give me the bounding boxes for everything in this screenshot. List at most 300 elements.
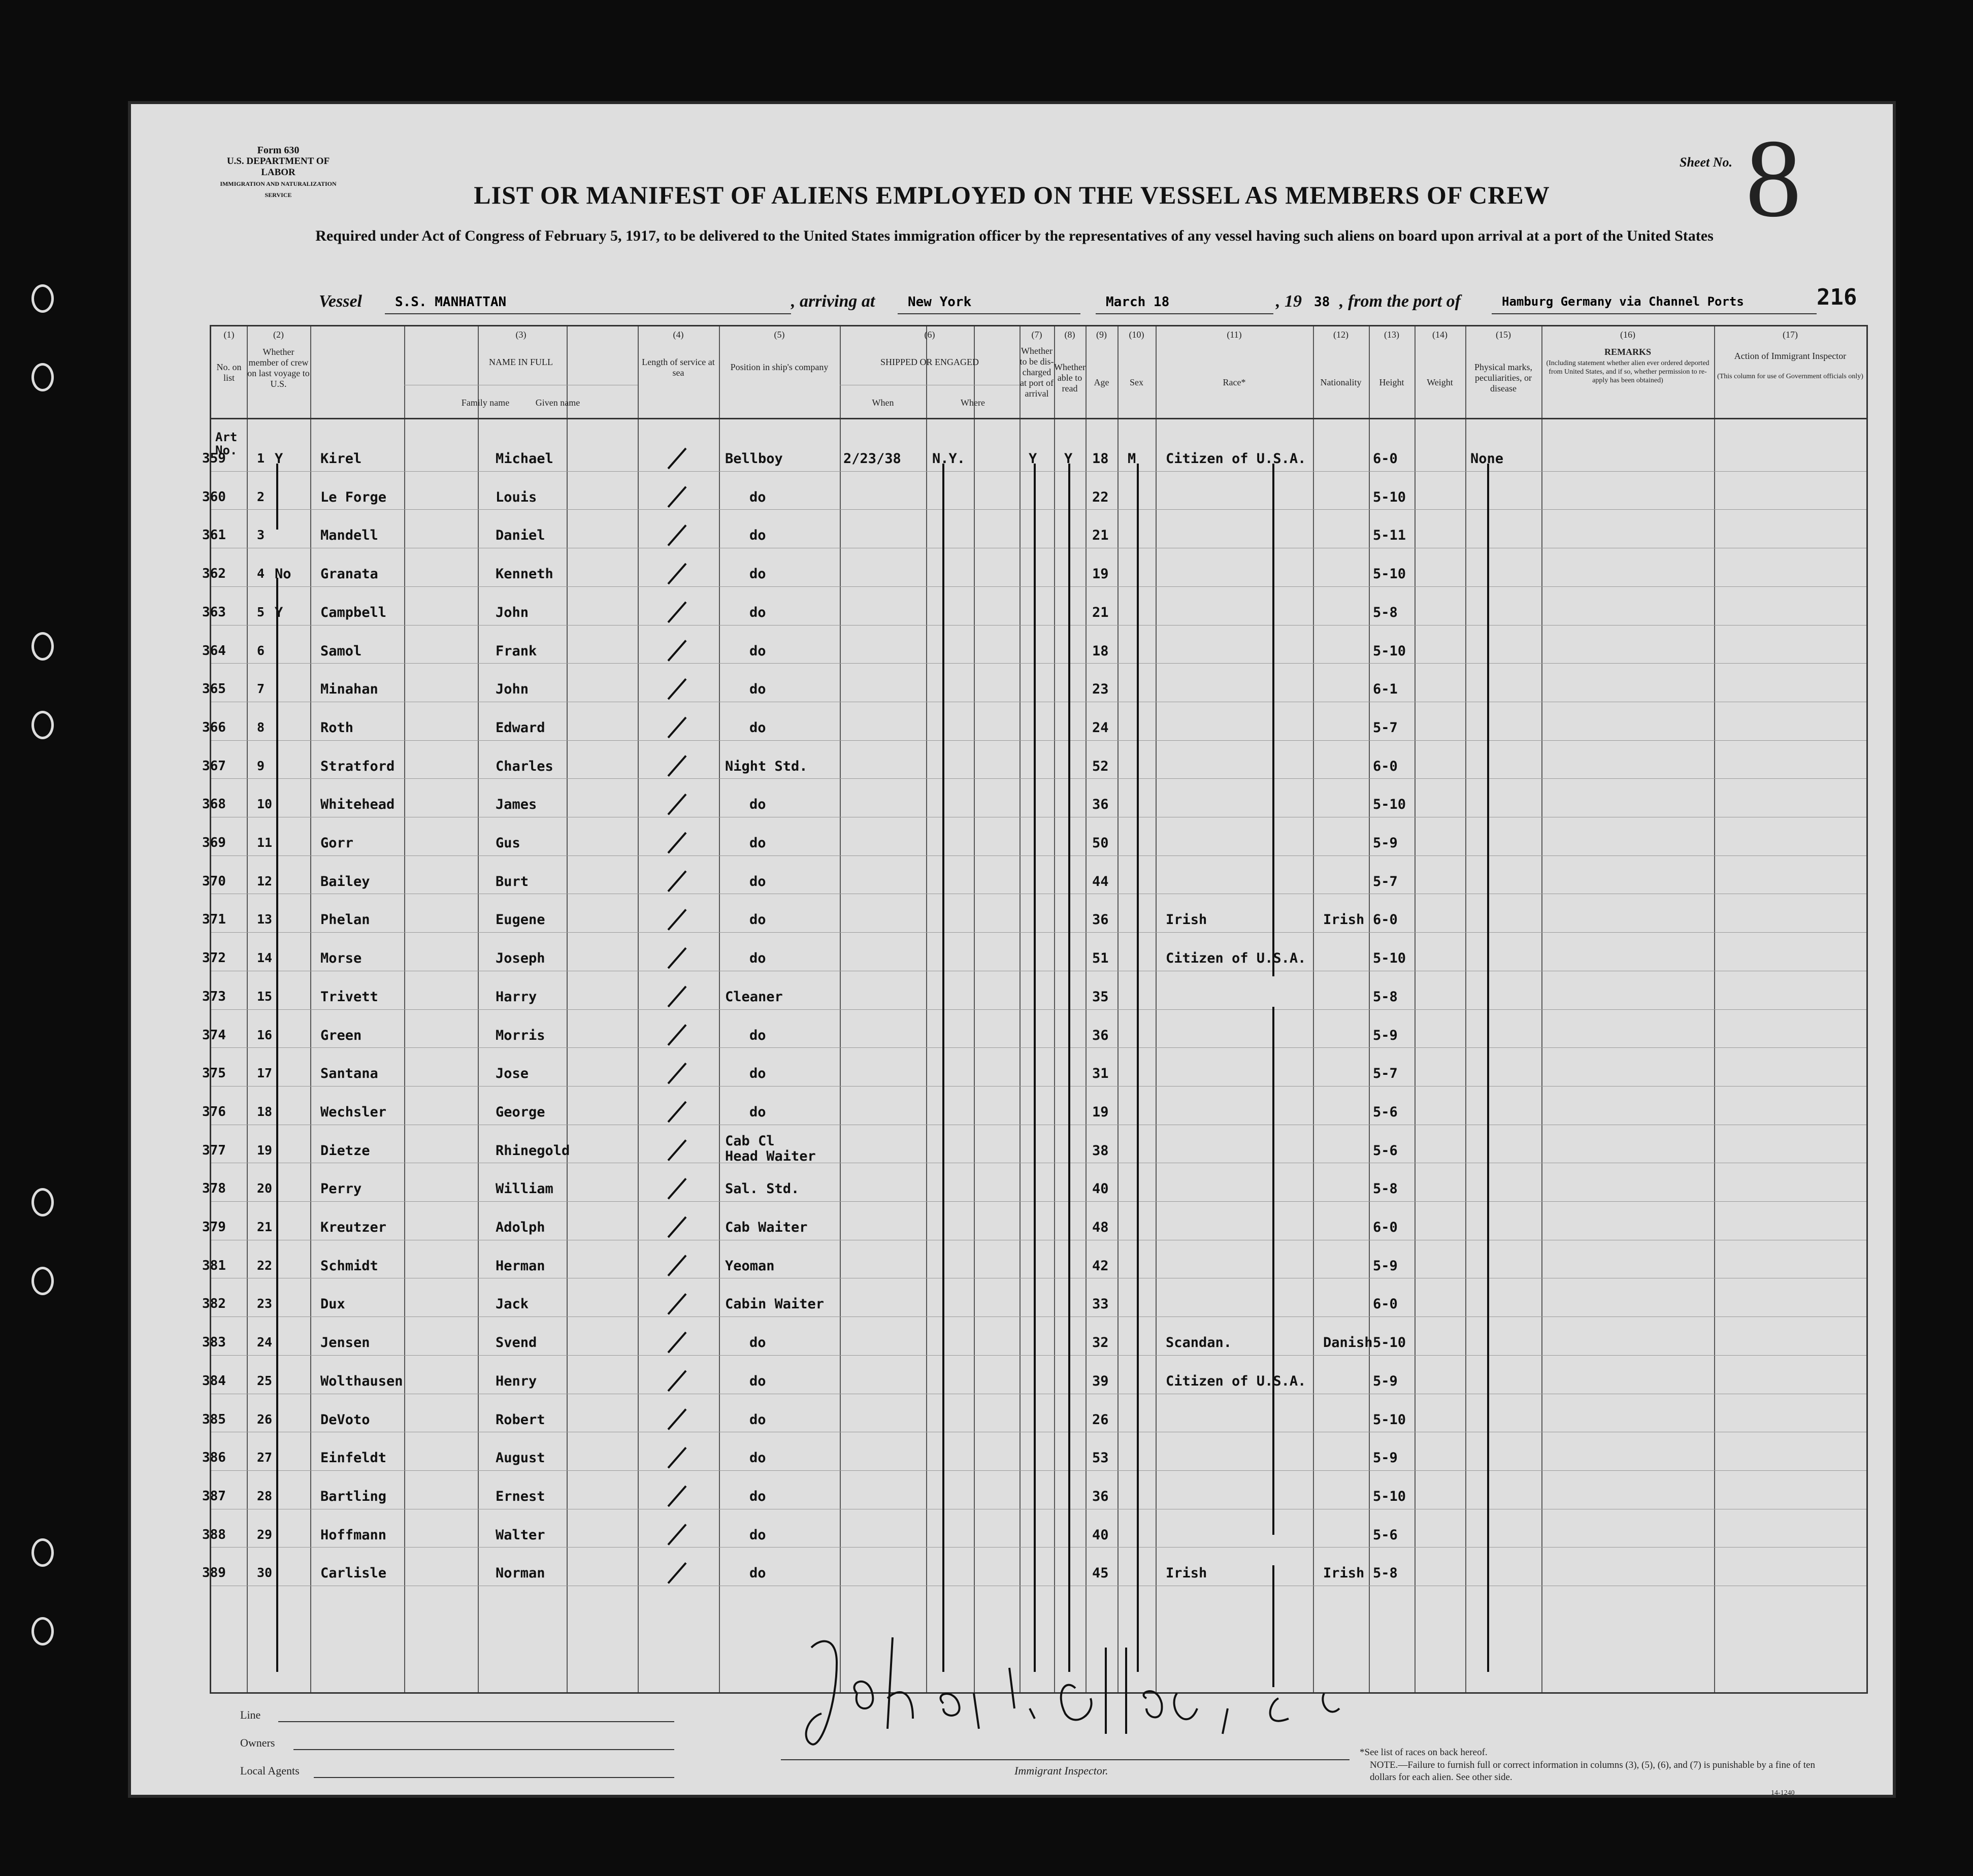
family-name: Campbell — [320, 604, 387, 620]
nationality: Irish — [1323, 912, 1365, 928]
family-name: Morse — [320, 950, 362, 967]
page-stamp-number: 216 — [1817, 284, 1857, 310]
service-check-mark — [668, 1563, 686, 1583]
art-number: 388 — [202, 1527, 226, 1542]
row-number: 17 — [257, 1066, 273, 1081]
family-name: Schmidt — [320, 1258, 378, 1274]
height: 5-7 — [1373, 1066, 1398, 1082]
art-number: 371 — [202, 912, 226, 928]
column-number: (10) — [1129, 330, 1144, 340]
punch-hole — [31, 1188, 54, 1216]
service-check-mark — [668, 909, 686, 930]
nationality: Irish — [1323, 1565, 1365, 1582]
department-name: U.S. DEPARTMENT OF LABOR — [226, 156, 330, 178]
race: Irish — [1166, 1565, 1207, 1582]
arriving-label: , arriving at — [791, 292, 875, 311]
column-number: (3) — [515, 330, 527, 340]
art-number: 362 — [202, 566, 226, 582]
art-number: 382 — [202, 1296, 226, 1312]
row-number: 18 — [257, 1104, 273, 1119]
family-name: Roth — [320, 719, 354, 736]
age: 22 — [1092, 489, 1109, 505]
header-when: When — [872, 398, 894, 408]
given-name: Louis — [496, 489, 537, 505]
page-subtitle: Required under Act of Congress of February 5, 1917, to be delivered to the United States immigration officer by the representatives of any vessel having such aliens on board upon arrival at a port of the United States — [315, 227, 1714, 244]
art-number: 364 — [202, 643, 226, 659]
family-name: Kreutzer — [320, 1220, 387, 1235]
height: 5-11 — [1373, 528, 1406, 544]
line-label: Line — [240, 1708, 261, 1721]
family-name: Minahan — [320, 681, 378, 698]
inspector-signature — [791, 1617, 1426, 1764]
races-note: *See list of races on back hereof. — [1360, 1747, 1488, 1758]
given-name: Robert — [496, 1411, 545, 1428]
family-name: Kirel — [320, 451, 362, 467]
age: 24 — [1092, 719, 1109, 736]
header-sex: Sex — [1130, 377, 1143, 387]
punch-hole — [31, 1617, 54, 1645]
row-number: 22 — [257, 1258, 273, 1273]
height: 5-10 — [1373, 950, 1406, 967]
art-number: 375 — [202, 1066, 226, 1081]
family-name: Wechsler — [320, 1104, 387, 1120]
art-number: 363 — [202, 604, 226, 620]
signature-stroke — [806, 1637, 1339, 1745]
position: do — [749, 643, 766, 659]
position: do — [749, 950, 766, 967]
column-number: (14) — [1432, 330, 1448, 340]
art-number: 366 — [202, 719, 226, 735]
given-name: Ernest — [496, 1488, 545, 1504]
sex: M — [1128, 451, 1136, 467]
age: 40 — [1092, 1527, 1109, 1543]
column-number: (16) — [1620, 330, 1635, 340]
art-number: 360 — [202, 489, 226, 505]
vessel-label: Vessel — [319, 292, 362, 311]
race: Citizen of U.S.A. — [1166, 950, 1306, 967]
position: Yeoman — [725, 1258, 775, 1274]
given-name: Kenneth — [496, 566, 553, 582]
art-number: 386 — [202, 1450, 226, 1466]
position: Cab Cl — [725, 1133, 775, 1149]
shipped-when: 2/23/38 — [843, 451, 901, 467]
age: 21 — [1092, 604, 1109, 620]
service-check-mark — [668, 448, 686, 469]
service-check-mark — [668, 1178, 686, 1199]
year-label: , 19 — [1276, 292, 1302, 311]
date-underline — [1096, 313, 1273, 314]
row-number: 10 — [257, 797, 273, 812]
row-number: 16 — [257, 1027, 273, 1042]
header-where: Where — [961, 398, 985, 408]
age: 36 — [1092, 797, 1109, 813]
service-check-mark — [668, 487, 686, 507]
sheet-number-label: Sheet No. — [1680, 155, 1732, 170]
owners-label: Owners — [240, 1736, 275, 1749]
row-number: 27 — [257, 1450, 273, 1465]
nationality: Danish — [1323, 1335, 1373, 1351]
position: do — [749, 1373, 766, 1389]
local-agents-label: Local Agents — [240, 1764, 300, 1777]
row-number: 24 — [257, 1335, 273, 1350]
service-check-mark — [668, 986, 686, 1007]
height: 5-8 — [1373, 1565, 1398, 1582]
punch-hole — [31, 711, 54, 739]
given-name: John — [496, 681, 529, 698]
header-height: Height — [1379, 377, 1404, 387]
height: 5-10 — [1373, 1335, 1406, 1351]
service-check-mark — [668, 1256, 686, 1276]
height: 6-1 — [1373, 681, 1398, 698]
column-number: (2) — [273, 330, 284, 340]
family-name: Bartling — [320, 1488, 387, 1504]
prior-voyage: Y — [275, 604, 283, 620]
row-number: 8 — [257, 719, 265, 735]
service-check-mark — [668, 1063, 686, 1083]
height: 6-0 — [1373, 1220, 1398, 1235]
discharged: Y — [1029, 451, 1037, 467]
header-whether-member: Whether member of crew on last voyage to U.S. — [247, 347, 310, 389]
form-number: Form 630 — [257, 145, 300, 156]
height: 5-10 — [1373, 797, 1406, 813]
family-name: Phelan — [320, 912, 370, 928]
family-name: Carlisle — [320, 1565, 387, 1582]
art-number: 383 — [202, 1335, 226, 1351]
position: do — [749, 528, 766, 544]
height: 5-6 — [1373, 1527, 1398, 1543]
given-name: August — [496, 1450, 545, 1466]
service-check-mark — [668, 1332, 686, 1353]
age: 45 — [1092, 1565, 1109, 1582]
service-check-mark — [668, 1447, 686, 1468]
art-number: 385 — [202, 1411, 226, 1427]
family-name: Perry — [320, 1181, 362, 1197]
height: 5-9 — [1373, 1027, 1398, 1043]
row-number: 23 — [257, 1296, 273, 1311]
row-number: 11 — [257, 835, 273, 850]
height: 6-0 — [1373, 912, 1398, 928]
family-name: Einfeldt — [320, 1450, 387, 1466]
age: 31 — [1092, 1066, 1109, 1082]
age: 18 — [1092, 643, 1109, 659]
age: 36 — [1092, 1027, 1109, 1043]
given-name: Svend — [496, 1335, 537, 1351]
punch-hole — [31, 1267, 54, 1295]
column-number: (6) — [924, 330, 935, 340]
family-name: Dietze — [320, 1142, 370, 1159]
age: 38 — [1092, 1142, 1109, 1159]
header-age: Age — [1094, 377, 1109, 387]
given-name: Herman — [496, 1258, 545, 1274]
row-number: 29 — [257, 1527, 273, 1542]
page-title: LIST OR MANIFEST OF ALIENS EMPLOYED ON THE VESSEL AS MEMBERS OF CREW — [474, 181, 1550, 209]
position: do — [749, 835, 766, 851]
arrival-year: 38 — [1314, 294, 1330, 310]
inspector-label: Immigrant Inspector. — [1014, 1764, 1108, 1777]
column-number: (15) — [1496, 330, 1511, 340]
service-check-mark — [668, 679, 686, 699]
height: 5-9 — [1373, 835, 1398, 851]
header-position: Position in ship's company — [730, 362, 829, 372]
position: do — [749, 719, 766, 736]
service-check-mark — [668, 1140, 686, 1161]
header-action-note: (This column for use of Government officials only) — [1717, 373, 1863, 380]
height: 5-7 — [1373, 719, 1398, 736]
row-number: 13 — [257, 912, 273, 927]
age: 19 — [1092, 1104, 1109, 1120]
header-shipped-engaged: SHIPPED OR ENGAGED — [880, 357, 979, 367]
service-check-mark — [668, 525, 686, 545]
shipped-where: N.Y. — [932, 451, 966, 467]
art-number: 387 — [202, 1488, 226, 1504]
column-number: (13) — [1384, 330, 1399, 340]
service-check-mark — [668, 948, 686, 968]
art-number: 359 — [202, 451, 226, 466]
vessel-name: S.S. MANHATTAN — [395, 294, 507, 310]
family-name: Hoffmann — [320, 1527, 387, 1543]
height: 5-10 — [1373, 489, 1406, 505]
art-number: 378 — [202, 1181, 226, 1197]
family-name: Jensen — [320, 1335, 370, 1351]
family-name: Stratford — [320, 758, 395, 774]
position: do — [749, 912, 766, 928]
age: 52 — [1092, 758, 1109, 774]
punch-hole — [31, 363, 54, 391]
given-name: Adolph — [496, 1220, 545, 1235]
row-number: 14 — [257, 950, 273, 966]
family-name: Gorr — [320, 835, 354, 851]
given-name: Jack — [496, 1296, 529, 1312]
arrival-date: March 18 — [1106, 294, 1170, 310]
height: 5-10 — [1373, 1411, 1406, 1428]
service-check-mark — [668, 1294, 686, 1314]
departure-port: Hamburg Germany via Channel Ports — [1502, 294, 1744, 309]
column-number: (8) — [1064, 330, 1075, 340]
row-number: 30 — [257, 1565, 273, 1581]
header-able-to-read: Whether able to read — [1054, 362, 1086, 393]
art-number: 389 — [202, 1565, 226, 1581]
service-check-mark — [668, 717, 686, 738]
art-number: 372 — [202, 950, 226, 966]
header-discharged: Whether to be dis-charged at port of arrival — [1020, 346, 1054, 399]
position: do — [749, 1527, 766, 1543]
position: do — [749, 604, 766, 620]
form-code: 14-1240 — [1771, 1789, 1795, 1797]
header-remarks-note: (Including statement whether alien ever ordered deported from United States, and if so, whether permission to re-apply has been obtained) — [1546, 359, 1709, 384]
height: 5-9 — [1373, 1373, 1398, 1389]
given-name: Henry — [496, 1373, 537, 1389]
position: Cabin Waiter — [725, 1296, 825, 1312]
race: Scandan. — [1166, 1335, 1232, 1351]
service-check-mark — [668, 1217, 686, 1237]
age: 40 — [1092, 1181, 1109, 1197]
given-name: Rhinegold — [496, 1142, 570, 1159]
race: Citizen of U.S.A. — [1166, 451, 1306, 467]
height: 5-6 — [1373, 1104, 1398, 1120]
given-name: James — [496, 797, 537, 813]
height: 5-8 — [1373, 989, 1398, 1005]
arriving-underline — [898, 313, 1080, 314]
punch-hole — [31, 632, 54, 661]
column-number: (9) — [1096, 330, 1107, 340]
family-name: Green — [320, 1027, 362, 1043]
family-name: Bailey — [320, 873, 370, 890]
position: do — [749, 1488, 766, 1504]
age: 36 — [1092, 1488, 1109, 1504]
header-nationality: Nationality — [1320, 377, 1362, 387]
given-name: John — [496, 604, 529, 620]
row-number: 15 — [257, 989, 273, 1004]
header-length-service: Length of service at sea — [642, 357, 715, 378]
art-number: 381 — [202, 1258, 226, 1273]
given-name: Jose — [496, 1066, 529, 1082]
manifest-sheet — [131, 104, 1893, 1795]
position: do — [749, 681, 766, 698]
service-check-mark — [668, 833, 686, 853]
header-family-name: Family name — [461, 398, 510, 408]
art-number: 376 — [202, 1104, 226, 1120]
age: 19 — [1092, 566, 1109, 582]
service-check-mark — [668, 1025, 686, 1045]
age: 50 — [1092, 835, 1109, 851]
row-number: 1 — [257, 451, 265, 466]
position: do — [749, 1066, 766, 1082]
age: 35 — [1092, 989, 1109, 1005]
prior-voyage: Y — [275, 451, 283, 467]
given-name: Morris — [496, 1027, 545, 1043]
crew-manifest-table — [202, 325, 1868, 1694]
height: 5-9 — [1373, 1450, 1398, 1466]
service-check-mark — [668, 1102, 686, 1122]
art-number: 370 — [202, 873, 226, 889]
family-name: Santana — [320, 1066, 378, 1082]
physical-marks: None — [1470, 451, 1504, 467]
position: do — [749, 1411, 766, 1428]
position: do — [749, 1335, 766, 1351]
age: 32 — [1092, 1335, 1109, 1351]
art-number: 384 — [202, 1373, 226, 1389]
art-number: 367 — [202, 758, 226, 774]
given-name: Norman — [496, 1565, 545, 1582]
art-number: 368 — [202, 797, 226, 812]
art-number: 373 — [202, 989, 226, 1004]
age: 42 — [1092, 1258, 1109, 1274]
row-number: 7 — [257, 681, 265, 697]
given-name: Edward — [496, 719, 545, 736]
position: do — [749, 1027, 766, 1043]
row-number: 26 — [257, 1411, 273, 1427]
arriving-port: New York — [908, 294, 972, 310]
art-number: 379 — [202, 1220, 226, 1235]
able-to-read: Y — [1064, 451, 1073, 467]
position: Bellboy — [725, 451, 783, 467]
age: 21 — [1092, 528, 1109, 544]
age: 39 — [1092, 1373, 1109, 1389]
height: 5-9 — [1373, 1258, 1398, 1274]
age: 51 — [1092, 950, 1109, 967]
height: 5-8 — [1373, 1181, 1398, 1197]
age: 26 — [1092, 1411, 1109, 1428]
age: 53 — [1092, 1450, 1109, 1466]
position: do — [749, 797, 766, 813]
position: Cleaner — [725, 989, 783, 1005]
position: do — [749, 1450, 766, 1466]
age: 23 — [1092, 681, 1109, 698]
family-name: Trivett — [320, 989, 378, 1005]
column-number: (1) — [223, 330, 235, 340]
given-name: Harry — [496, 989, 537, 1005]
column-number: (17) — [1783, 330, 1798, 340]
age: 44 — [1092, 873, 1109, 890]
position: do — [749, 873, 766, 890]
art-number: 369 — [202, 835, 226, 850]
service-check-mark — [668, 871, 686, 892]
from-port-label: , from the port of — [1339, 292, 1461, 311]
sheet-number: 8 — [1746, 116, 1801, 240]
family-name: Granata — [320, 566, 378, 582]
given-name: Charles — [496, 758, 553, 774]
art-no-label: Art No. — [215, 430, 238, 457]
height: 5-10 — [1373, 643, 1406, 659]
position: Sal. Std. — [725, 1181, 800, 1197]
service-check-mark — [668, 756, 686, 776]
given-name: Frank — [496, 643, 537, 659]
service-check-mark — [668, 1486, 686, 1506]
height: 5-6 — [1373, 1142, 1398, 1159]
column-number: (11) — [1227, 330, 1242, 340]
height: 5-7 — [1373, 873, 1398, 890]
service-check-mark — [668, 1409, 686, 1430]
header-remarks: REMARKS — [1604, 347, 1651, 357]
penalty-note: NOTE.—Failure to furnish full or correct information in columns (3), (5), (6), and (7) is punishable by a fine of ten dollars for each alien. See other side. — [1370, 1760, 1815, 1783]
prior-voyage: No — [275, 566, 291, 582]
position: do — [749, 566, 766, 582]
header-name-in-full: NAME IN FULL — [489, 357, 553, 367]
family-name: Le Forge — [320, 489, 387, 505]
height: 5-8 — [1373, 604, 1398, 620]
given-name: William — [496, 1181, 553, 1197]
given-name: Eugene — [496, 912, 545, 928]
header-race: Race* — [1223, 377, 1246, 387]
family-name: DeVoto — [320, 1411, 370, 1428]
height: 6-0 — [1373, 1296, 1398, 1312]
service-check-mark — [668, 602, 686, 622]
race: Irish — [1166, 912, 1207, 928]
height: 6-0 — [1373, 758, 1398, 774]
agents-underline — [314, 1777, 674, 1778]
header-no-on-list: No. on list — [216, 362, 242, 383]
punch-hole — [31, 1538, 54, 1567]
race: Citizen of U.S.A. — [1166, 1373, 1306, 1389]
row-number: 2 — [257, 489, 265, 504]
art-number: 365 — [202, 681, 226, 697]
header-given-name: Given name — [535, 398, 580, 408]
given-name: Burt — [496, 873, 529, 890]
punch-hole — [31, 284, 54, 313]
row-number: 6 — [257, 643, 265, 658]
service-check-mark — [668, 1371, 686, 1391]
column-number: (4) — [673, 330, 684, 340]
family-name: Dux — [320, 1296, 345, 1312]
row-number: 25 — [257, 1373, 273, 1388]
row-number: 3 — [257, 528, 265, 543]
row-number: 19 — [257, 1142, 273, 1158]
height: 5-10 — [1373, 1488, 1406, 1504]
family-name: Samol — [320, 643, 362, 659]
service-check-mark — [668, 1525, 686, 1545]
given-name: Daniel — [496, 528, 545, 544]
position: do — [749, 1565, 766, 1582]
